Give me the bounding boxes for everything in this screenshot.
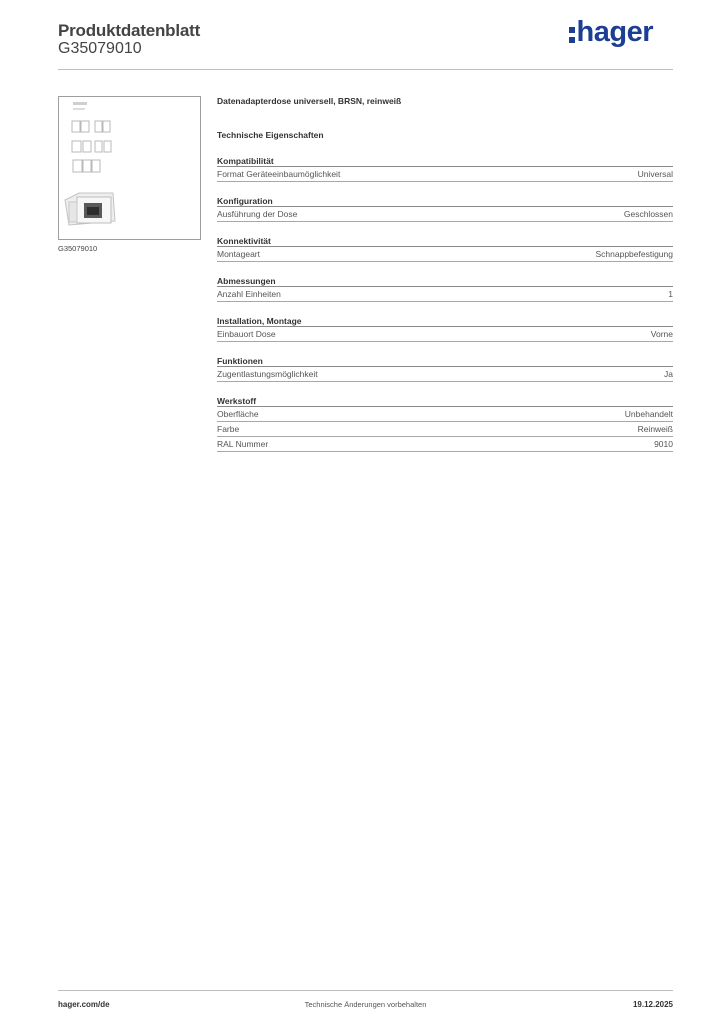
- property-row: [217, 327, 673, 342]
- document-footer: [58, 990, 673, 1012]
- property-value: Geschlossen: [623, 209, 673, 219]
- property-label: Zugentlastungsmöglichkeit: [217, 369, 318, 379]
- product-details: [217, 96, 673, 452]
- website-link[interactable]: hager.com/de: [58, 1000, 110, 1009]
- section-compatibility: [217, 156, 673, 182]
- property-row: [217, 207, 673, 222]
- section-connectivity: [217, 236, 673, 262]
- footer-notice: Technische Änderungen vorbehalten: [304, 1000, 427, 1009]
- section-functions: [217, 356, 673, 382]
- property-label: Einbauort Dose: [217, 329, 276, 339]
- property-label: Farbe: [217, 424, 240, 434]
- property-value: Vorne: [650, 329, 673, 339]
- property-value: Schnappbefestigung: [595, 249, 673, 259]
- section-dimensions: [217, 276, 673, 302]
- property-row: [217, 167, 673, 182]
- document-header: [58, 16, 673, 70]
- property-row: [217, 247, 673, 262]
- footer-date: 19.12.2025: [632, 1000, 673, 1009]
- section-title: Werkstoff: [217, 396, 673, 407]
- property-label: Montageart: [217, 249, 260, 259]
- property-label: Format Geräteeinbaumöglichkeit: [217, 169, 341, 179]
- logo-text: hager: [576, 16, 653, 48]
- property-row: [217, 437, 673, 452]
- property-value: 9010: [654, 439, 673, 449]
- property-value: Universal: [637, 169, 673, 179]
- section-title: Konfiguration: [217, 196, 673, 207]
- section-title: Konnektivität: [217, 236, 673, 247]
- property-value: 1: [668, 289, 673, 299]
- section-configuration: [217, 196, 673, 222]
- product-image: [58, 96, 201, 240]
- property-label: Oberfläche: [217, 409, 259, 419]
- image-caption: G35079010: [58, 244, 98, 253]
- property-row: [217, 367, 673, 382]
- property-row: [217, 287, 673, 302]
- property-label: Ausführung der Dose: [217, 209, 298, 219]
- document-number: G35079010: [58, 40, 142, 57]
- product-drawing-icon: [59, 97, 200, 239]
- logo-dots-icon: [569, 27, 575, 43]
- section-title: Abmessungen: [217, 276, 673, 287]
- property-label: RAL Nummer: [217, 439, 269, 449]
- property-value: Ja: [664, 369, 673, 379]
- property-label: Anzahl Einheiten: [217, 289, 281, 299]
- hager-logo: [569, 18, 653, 47]
- product-title: Datenadapterdose universell, BRSN, reinweiß: [217, 96, 402, 106]
- property-value: Reinweiß: [637, 424, 673, 434]
- property-value: Unbehandelt: [624, 409, 673, 419]
- property-row: [217, 407, 673, 422]
- section-title: Funktionen: [217, 356, 673, 367]
- section-title: Installation, Montage: [217, 316, 673, 327]
- property-row: [217, 422, 673, 437]
- section-title: Kompatibilität: [217, 156, 673, 167]
- section-material: [217, 396, 673, 452]
- section-installation: [217, 316, 673, 342]
- technical-properties-heading: Technische Eigenschaften: [217, 130, 324, 140]
- document-title: Produktdatenblatt: [58, 21, 201, 40]
